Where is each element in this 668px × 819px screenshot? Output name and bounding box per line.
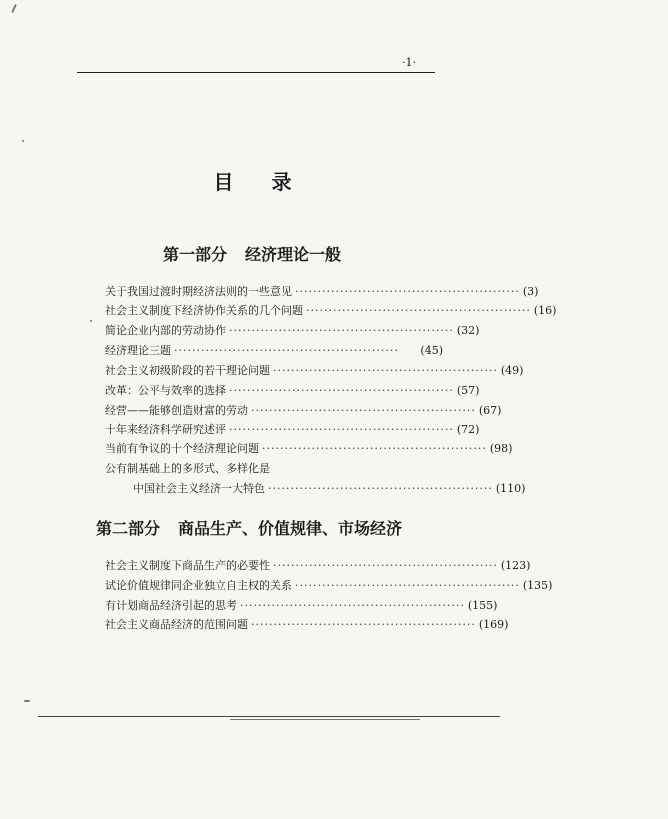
- toc-entry[interactable]: [105, 595, 498, 613]
- toc-entry[interactable]: [105, 300, 557, 318]
- toc-leader: ··················································: [229, 423, 454, 436]
- title-char-2: 录: [271, 170, 292, 194]
- toc-entry-title: 社会主义制度下商品生产的必要性: [105, 559, 270, 572]
- scan-speck: [11, 4, 17, 13]
- toc-leader: ··················································: [273, 364, 498, 377]
- toc-leader: ··················································: [273, 559, 498, 572]
- toc-leader: ··················································: [295, 579, 520, 592]
- toc-leader: ··················································: [295, 285, 520, 298]
- part2-label: 第二部分: [96, 519, 161, 538]
- part1-label: 第一部分: [163, 245, 228, 264]
- toc-entry[interactable]: [105, 360, 524, 378]
- toc-entry-title: 当前有争议的十个经济理论问题: [105, 442, 259, 455]
- toc-entry-page: (57): [456, 384, 480, 397]
- toc-leader: ··················································: [251, 618, 476, 631]
- part1-name: 经济理论一般: [245, 245, 342, 264]
- toc-entry-page: (45): [420, 344, 443, 357]
- toc-entry[interactable]: [105, 281, 539, 299]
- toc-entry-title: 经济理论三题: [105, 344, 171, 357]
- toc-entry-page: (135): [522, 579, 553, 592]
- toc-entry[interactable]: [105, 380, 480, 398]
- toc-leader: ··················································: [229, 324, 454, 337]
- toc-entry-title: 公有制基础上的多形式、多样化是: [105, 462, 270, 475]
- toc-leader: ··················································: [306, 304, 531, 317]
- toc-entry[interactable]: [105, 438, 513, 456]
- page-title: [0, 166, 505, 195]
- toc-leader: ··················································: [229, 384, 454, 397]
- toc-entry[interactable]: [105, 575, 553, 593]
- toc-entry-page: (16): [533, 304, 557, 317]
- toc-entry-page: (49): [500, 364, 524, 377]
- toc-entry[interactable]: [105, 419, 480, 437]
- toc-entry[interactable]: [105, 458, 270, 476]
- toc-entry-title: 社会主义制度下经济协作关系的几个问题: [105, 304, 303, 317]
- part2-heading: [0, 516, 601, 539]
- toc-entry[interactable]: [105, 340, 443, 358]
- scan-speck: [24, 700, 30, 702]
- toc-entry-page: (110): [495, 482, 526, 495]
- part2-name: 商品生产、价值规律、市场经济: [178, 519, 403, 538]
- toc-entry-title: 经营——能够创造财富的劳动: [105, 404, 248, 417]
- toc-entry-page: (98): [489, 442, 513, 455]
- toc-entry[interactable]: [105, 614, 509, 632]
- page-number: ·1·: [402, 56, 416, 69]
- toc-entry-page: (67): [478, 404, 502, 417]
- toc-entry-page: (72): [456, 423, 480, 436]
- header-rule: [77, 72, 435, 73]
- toc-entry-title: 社会主义商品经济的范围问题: [105, 618, 248, 631]
- toc-entry-title: 试论价值规律同企业独立自主权的关系: [105, 579, 292, 592]
- toc-entry-title: 关于我国过渡时期经济法则的一些意见: [105, 285, 292, 298]
- toc-entry[interactable]: [105, 400, 502, 418]
- toc-entry[interactable]: [105, 555, 531, 573]
- toc-entry-title: 简论企业内部的劳动协作: [105, 324, 226, 337]
- toc-leader: ··················································: [268, 482, 493, 495]
- toc-leader: ··················································: [262, 442, 487, 455]
- toc-entry-title: 有计划商品经济引起的思考: [105, 599, 237, 612]
- toc-entry[interactable]: [105, 320, 480, 338]
- scan-speck: [22, 140, 24, 142]
- toc-entry-title: 十年来经济科学研究述评: [105, 423, 226, 436]
- toc-entry-page: (3): [522, 285, 539, 298]
- toc-leader: ··················································: [240, 599, 465, 612]
- toc-entry[interactable]: [133, 478, 526, 496]
- footer-rule-secondary: [230, 719, 420, 720]
- title-char-1: 目: [213, 170, 234, 194]
- toc-entry-title: 中国社会主义经济一大特色: [133, 482, 265, 495]
- toc-entry-page: (155): [467, 599, 498, 612]
- toc-entry-page: (32): [456, 324, 480, 337]
- toc-entry-page: (123): [500, 559, 531, 572]
- footer-rule: [38, 716, 500, 717]
- scan-speck: [90, 320, 92, 322]
- part1-heading: [0, 242, 668, 265]
- toc-leader: ··················································: [174, 344, 399, 357]
- toc-entry-page: (169): [478, 618, 509, 631]
- toc-entry-title: 社会主义初级阶段的若干理论问题: [105, 364, 270, 377]
- toc-leader: ··················································: [251, 404, 476, 417]
- toc-entry-title: 改革：公平与效率的选择: [105, 384, 226, 397]
